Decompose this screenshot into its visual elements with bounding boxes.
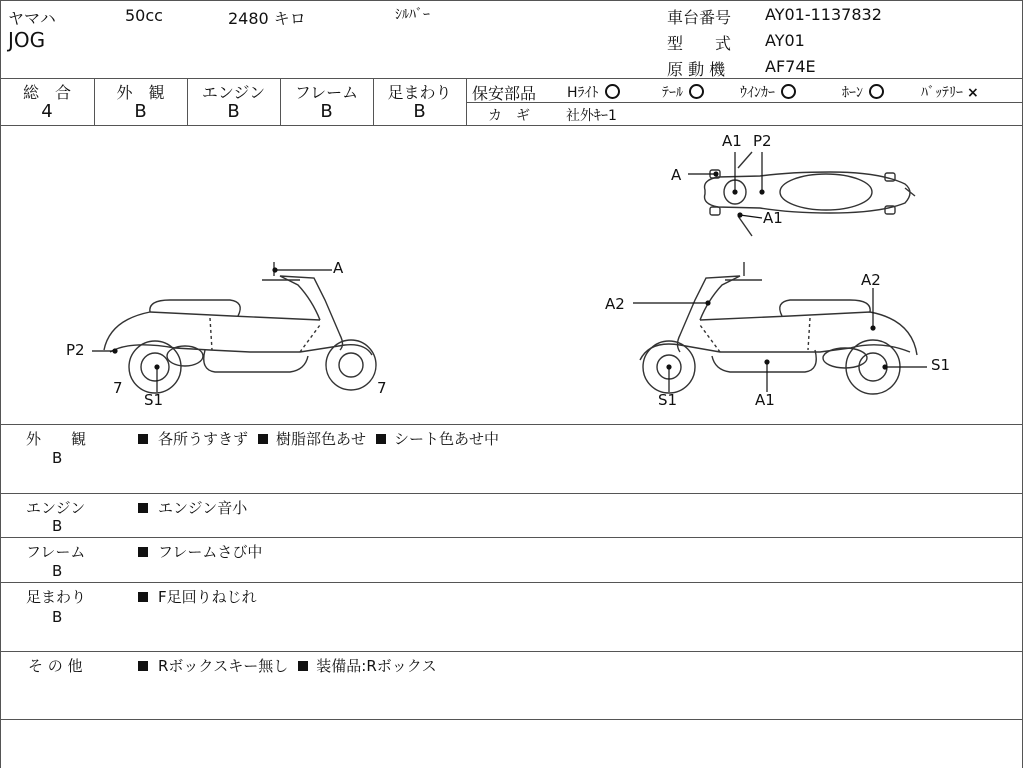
bullet-square-icon <box>138 592 148 602</box>
remark-items-other <box>138 655 437 676</box>
safety-item-winker-name: ｳｲﾝｶｰ <box>740 85 775 101</box>
remark-grade-suspension: B <box>52 608 63 626</box>
bullet-square-icon <box>298 661 308 671</box>
remark-label-suspension: 足まわり <box>26 588 87 606</box>
diagram-label-top-p2: P2 <box>753 132 772 150</box>
color: ｼﾙﾊﾞｰ <box>395 7 430 23</box>
diagram-label-top-a1-lower: A1 <box>763 209 783 227</box>
safety-item-horn <box>842 82 884 102</box>
key-value: 社外ｷｰ1 <box>566 108 617 124</box>
remark-items-frame <box>138 541 262 562</box>
damage-diagram <box>0 126 1022 423</box>
bullet-square-icon <box>138 503 148 513</box>
mileage: 2480 キロ <box>228 9 306 28</box>
diagram-label-top-a1: A1 <box>722 132 742 150</box>
remark-grade-engine: B <box>52 517 63 535</box>
remark-item: フレームさび中 <box>158 543 263 561</box>
remark-items-exterior <box>138 428 499 449</box>
grade-label-frame: フレーム <box>294 83 359 102</box>
remark-item: F足回りねじれ <box>158 588 257 606</box>
grade-value-frame: B <box>320 101 333 122</box>
remark-line-3 <box>0 582 1023 583</box>
grade-label-overall: 総 合 <box>22 83 71 102</box>
model-type-label: 型 式 <box>667 34 732 53</box>
diagram-label-right-a2-rear: A2 <box>861 271 881 289</box>
safety-item-tail-name: ﾃｰﾙ <box>662 85 683 101</box>
remark-line-4 <box>0 651 1023 652</box>
ok-circle-icon <box>869 84 884 99</box>
diagram-label-right-a2-front: A2 <box>605 295 625 313</box>
grade-value-overall: 4 <box>41 101 53 122</box>
bullet-square-icon <box>258 434 268 444</box>
model-name: JOG <box>8 28 46 52</box>
engine: AF74E <box>765 57 816 76</box>
remark-grade-frame: B <box>52 562 63 580</box>
displacement: 50cc <box>125 6 163 25</box>
remark-items-suspension <box>138 586 257 607</box>
model-type: AY01 <box>765 31 805 50</box>
bullet-square-icon <box>138 661 148 671</box>
remark-label-frame: フレーム <box>26 543 86 561</box>
safety-item-horn-name: ﾎｰﾝ <box>842 85 863 101</box>
grade-value-suspension: B <box>413 101 426 122</box>
remark-label-other: そ の 他 <box>28 657 83 675</box>
diagram-label-left-a: A <box>333 259 344 277</box>
diagram-label-left-s1: S1 <box>144 391 164 409</box>
remark-line-1 <box>0 493 1023 494</box>
safety-item-winker <box>740 82 796 102</box>
grade-label-exterior: 外 観 <box>116 83 165 102</box>
diagram-label-right-s1-rear: S1 <box>931 356 951 374</box>
remark-items-engine <box>138 497 247 518</box>
remark-grade-exterior: B <box>52 449 63 467</box>
diagram-label-left-7-rear: 7 <box>377 379 387 397</box>
frame-number: AY01-1137832 <box>765 5 882 24</box>
diagram-bottom-line <box>0 424 1023 425</box>
grade-sep-5 <box>466 78 467 125</box>
diagram-label-left-7-front: 7 <box>113 379 123 397</box>
key-label: カ ギ <box>488 108 530 124</box>
remark-line-2 <box>0 537 1023 538</box>
maker: ヤマハ <box>8 9 56 28</box>
safety-item-headlight <box>567 82 620 102</box>
grade-mid-line <box>466 102 1023 103</box>
bullet-square-icon <box>138 547 148 557</box>
frame-top-line <box>0 0 1023 1</box>
grade-value-exterior: B <box>134 101 147 122</box>
remark-item: Rボックスキー無し <box>158 657 289 675</box>
safety-item-tail <box>662 82 704 102</box>
safety-parts-label: 保安部品 <box>472 84 537 103</box>
remark-item: エンジン音小 <box>158 499 248 517</box>
diagram-label-right-a1: A1 <box>755 391 775 409</box>
remark-label-engine: エンジン <box>26 499 86 517</box>
ok-circle-icon <box>605 84 620 99</box>
grade-value-engine: B <box>227 101 240 122</box>
frame-number-label: 車台番号 <box>667 8 732 27</box>
safety-item-headlight-name: Hﾗｲﾄ <box>567 85 599 101</box>
safety-item-battery-name: ﾊﾞｯﾃﾘｰ <box>921 85 963 101</box>
frame-right-line <box>1022 0 1023 768</box>
diagram-label-left-p2: P2 <box>66 341 85 359</box>
ok-circle-icon <box>781 84 796 99</box>
ng-cross-icon: × <box>967 85 979 101</box>
engine-label: 原 動 機 <box>667 60 726 79</box>
remark-item: シート色あせ中 <box>394 430 500 448</box>
grade-label-suspension: 足まわり <box>387 83 452 102</box>
ok-circle-icon <box>689 84 704 99</box>
remark-item: 各所うすきず <box>158 430 249 448</box>
scooter-left-view <box>104 262 376 393</box>
bullet-square-icon <box>138 434 148 444</box>
diagram-label-top-a: A <box>671 166 682 184</box>
safety-item-battery <box>921 82 979 102</box>
bullet-square-icon <box>376 434 386 444</box>
remark-item: 装備品:Rボックス <box>316 657 437 675</box>
remark-item: 樹脂部色あせ <box>276 430 367 448</box>
diagram-label-right-s1-front: S1 <box>658 391 678 409</box>
remark-line-5 <box>0 719 1023 720</box>
remark-label-exterior: 外 観 <box>26 430 87 448</box>
grade-label-engine: エンジン <box>201 83 266 102</box>
header-bottom-line <box>0 78 1023 79</box>
